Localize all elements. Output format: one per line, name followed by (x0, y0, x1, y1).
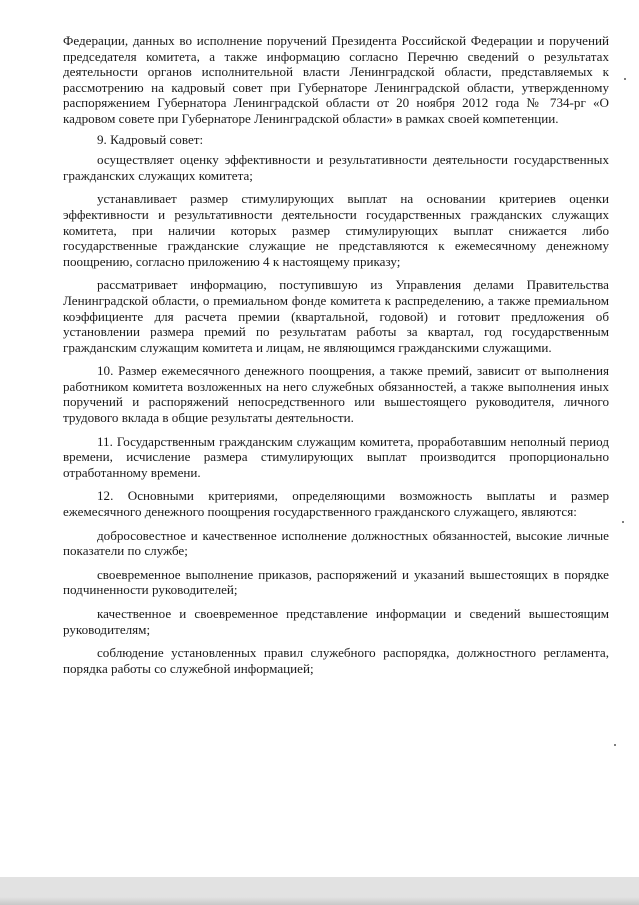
paragraph-item-12-1: добросовестное и качественное исполнение должностных обязанностей, высокие личные показатели по службе; (63, 527, 609, 559)
paragraph-item-11: 11. Государственным гражданским служащим комитета, проработавшим неполный период времени, исчисление размера стимулирующих выплат производится пропорционально отработанному времени. (63, 433, 609, 480)
paragraph-item-9-1: осуществляет оценку эффективности и результативности деятельности государственных гражданских служащих комитета; (63, 152, 609, 183)
scan-speck (622, 521, 624, 523)
paragraph-continuation: Федерации, данных во исполнение поручений Президента Российской Федерации и поручений председателя комитета, а также информацию согласно Перечню сведений о результатах деятельности органов исполнительной власти Ленинградской области, представляемых к рассмотрению на кадровый совет при Губернаторе Ленинградской области, утвержденному распоряжением Губернатора Ленинградской области от 20 ноября 2012 года № 734-рг «О кадровом совете при Губернаторе Ленинградской области» в рамках своей компетенции. (63, 33, 609, 126)
paragraph-item-10: 10. Размер ежемесячного денежного поощрения, а также премий, зависит от выполнения работником комитета возложенных на него служебных обязанностей, а также выполнения иных поручений и распоряжений непосредственного или вышестоящего руководителя, личного трудового вклада в общие результаты деятельности. (63, 363, 609, 426)
paragraph-item-12-2: своевременное выполнение приказов, распоряжений и указаний вышестоящих в порядке подчиненности руководителей; (63, 566, 609, 598)
scan-speck (614, 744, 616, 746)
paragraph-item-9-2: устанавливает размер стимулирующих выплат на основании критериев оценки эффективности и результативности деятельности государственных гражданских служащих комитета, при наличии которых размер стимулирующих выплат снижается либо государственные гражданские служащие не представляются к ежемесячному денежному поощрению, согласно приложению 4 к настоящему приказу; (63, 191, 609, 269)
paragraph-item-9-3: рассматривает информацию, поступившую из Управления делами Правительства Ленинградской области, о премиальном фонде комитета к распределению, а также премиальном коэффициенте для расчета премии (квартальной, годовой) и готовит предложения об установлении размера премий по результатам работы за квартал, год государственным гражданским служащим комитета и лицам, не являющимся гражданскими служащими. (63, 277, 609, 355)
paragraph-item-9-heading: 9. Кадровый совет: (97, 131, 204, 147)
paragraph-item-12-4: соблюдение установленных правил служебного распорядка, должностного регламента, порядка работы со служебной информацией; (63, 645, 609, 676)
paragraph-item-12: 12. Основными критериями, определяющими возможность выплаты и размер ежемесячного денежного поощрения государственного гражданского служащего, являются: (63, 488, 609, 520)
scan-speck (624, 78, 626, 80)
paragraph-item-12-3: качественное и своевременное представление информации и сведений вышестоящим руководителям; (63, 606, 609, 637)
scan-bottom-edge (0, 877, 639, 905)
